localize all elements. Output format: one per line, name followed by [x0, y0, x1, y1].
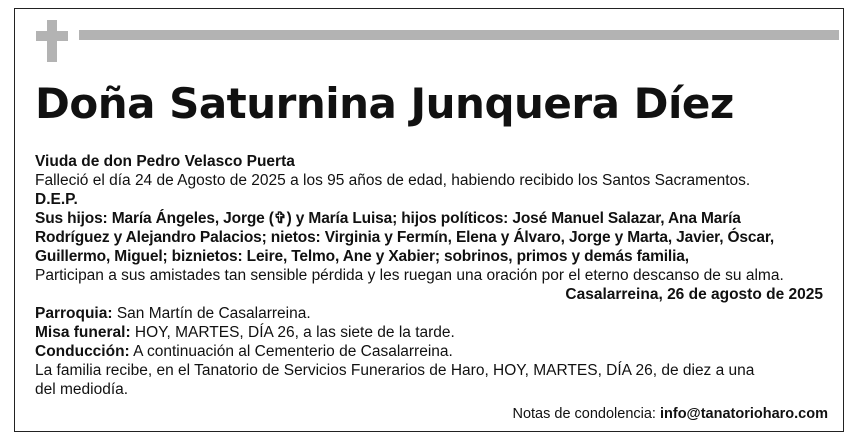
family-line-1: Sus hijos: María Ángeles, Jorge (✞) y María Luisa; hijos políticos: José Manuel Salazar, Ana María: [35, 210, 741, 227]
recibe-line-2: del mediodía.: [35, 381, 129, 398]
obituary-body: [35, 152, 835, 399]
death-line: Falleció el día 24 de Agosto de 2025 a los 95 años de edad, habiendo recibido los Santos Sacramentos.: [35, 172, 751, 189]
place-date: Casalarreina, 26 de agosto de 2025: [565, 286, 823, 303]
dep-line: D.E.P.: [35, 191, 78, 208]
widow-line: Viuda de don Pedro Velasco Puerta: [35, 153, 295, 170]
parroquia-label: Parroquia:: [35, 305, 113, 322]
parroquia-value: San Martín de Casalarreina.: [112, 305, 311, 322]
header-rule: [79, 30, 839, 40]
participan-line: Participan a sus amistades tan sensible pérdida y les ruegan una oración por el eterno descanso de su alma.: [35, 267, 784, 284]
recibe-line-1: La familia recibe, en el Tanatorio de Servicios Funerarios de Haro, HOY, MARTES, DÍA 26, de diez a una: [35, 362, 755, 379]
condolences-email[interactable]: info@tanatorioharo.com: [659, 406, 828, 422]
conduccion-value: A continuación al Cementerio de Casalarreina.: [129, 343, 453, 360]
conduccion-label: Conducción:: [35, 343, 130, 360]
misa-line: [35, 323, 835, 342]
conduccion-line: [35, 342, 835, 361]
condolences-note: [512, 406, 828, 422]
family-line-2: Rodríguez y Alejandro Palacios; nietos: Virginia y Fermín, Elena y Álvaro, Jorge y Marta, Javier, Óscar,: [35, 229, 775, 246]
cross-icon: [36, 20, 68, 62]
deceased-name: Doña Saturnina Junquera Díez: [35, 79, 734, 128]
misa-label: Misa funeral:: [35, 324, 131, 341]
family-line-3: Guillermo, Miguel; biznietos: Leire, Telmo, Ane y Xabier; sobrinos, primos y demás familia,: [35, 248, 689, 265]
misa-value: HOY, MARTES, DÍA 26, a las siete de la tarde.: [130, 324, 455, 341]
parroquia-line: [35, 304, 835, 323]
condolences-label: Notas de condolencia:: [512, 406, 660, 422]
